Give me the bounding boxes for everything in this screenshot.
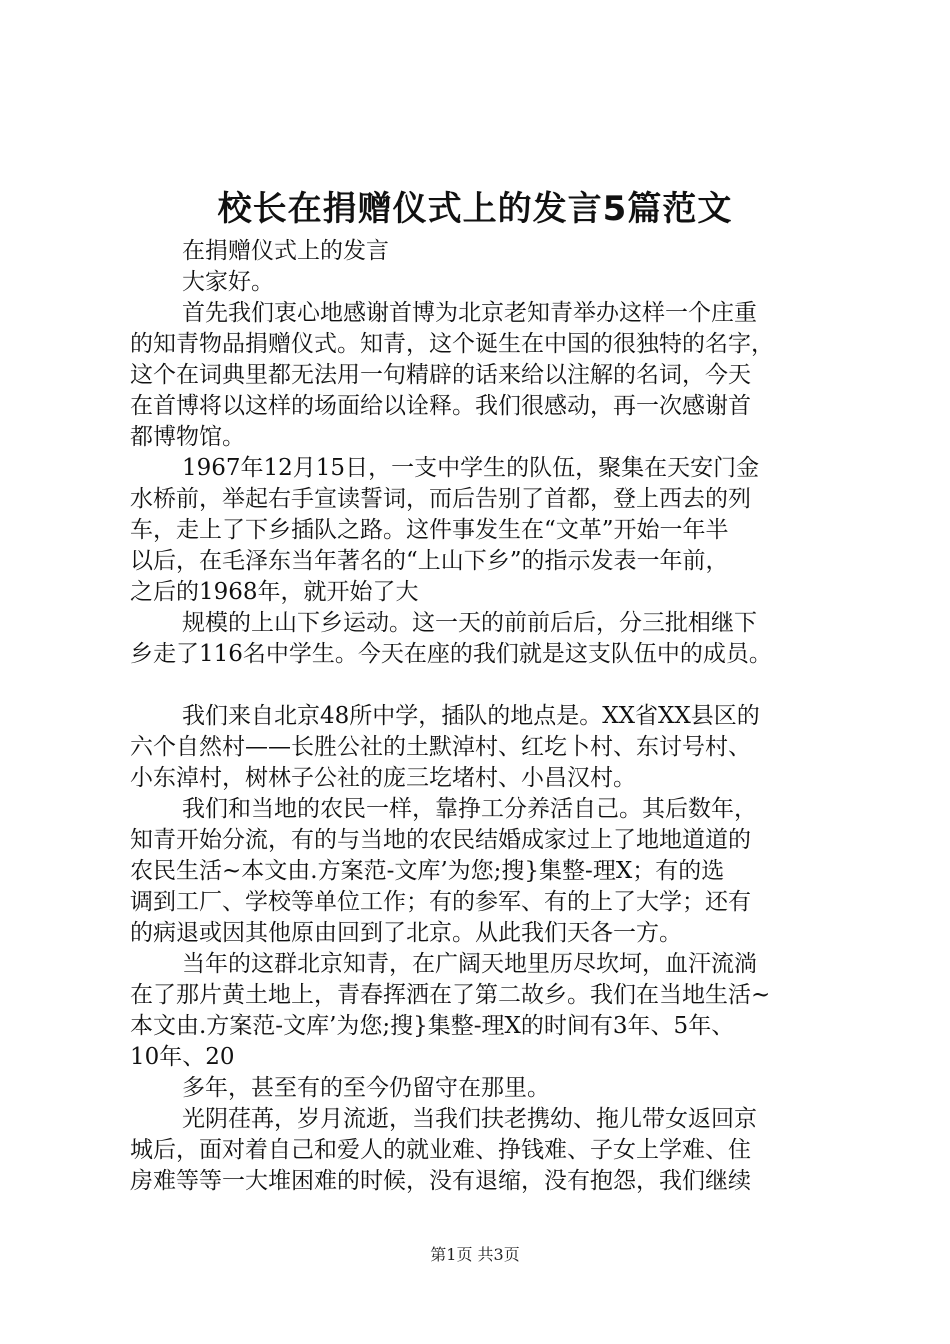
body-line: 本文由.方案范-文库’为您;搜}集整-理X的时间有3年、5年、 xyxy=(130,1013,735,1039)
body-line: 大家好。 xyxy=(182,269,274,295)
body-line: 六个自然村——长胜公社的土默淖村、红圪卜村、东讨号村、 xyxy=(130,734,751,760)
body-line: 首先我们衷心地感谢首博为北京老知青举办这样一个庄重 xyxy=(182,300,757,326)
body-line: 我们和当地的农民一样，靠挣工分养活自己。其后数年， xyxy=(182,796,757,822)
blank-line xyxy=(130,670,850,701)
body-line: 调到工厂、学校等单位工作；有的参军、有的上了大学；还有 xyxy=(130,889,751,915)
body-line: 的病退或因其他原由回到了北京。从此我们天各一方。 xyxy=(130,920,682,946)
body-line: 城后，面对着自己和爱人的就业难、挣钱难、子女上学难、住 xyxy=(130,1137,751,1163)
body-line: 房难等等一大堆困难的时候，没有退缩，没有抱怨，我们继续 xyxy=(130,1168,751,1194)
document-title: 校长在捐赠仪式上的发言5篇范文 xyxy=(217,189,733,229)
body-line: 1967年12月15日，一支中学生的队伍，聚集在天安门金 xyxy=(182,455,760,481)
body-line: 小东淖村，树林子公社的庞三圪堵村、小昌汉村。 xyxy=(130,765,636,791)
body-line: 之后的1968年，就开始了大 xyxy=(130,579,419,605)
body-line: 多年，甚至有的至今仍留守在那里。 xyxy=(182,1075,550,1101)
document-body xyxy=(130,236,850,1197)
body-line: 在首博将以这样的场面给以诠释。我们很感动，再一次感谢首 xyxy=(130,393,751,419)
body-line: 在捐赠仪式上的发言 xyxy=(182,238,389,264)
body-line: 知青开始分流，有的与当地的农民结婚成家过上了地地道道的 xyxy=(130,827,751,853)
body-line: 车，走上了下乡插队之路。这件事发生在“文革”开始一年半 xyxy=(130,517,729,543)
body-line: 当年的这群北京知青，在广阔天地里历尽坎坷，血汗流淌 xyxy=(182,951,757,977)
page-number-footer: 第1页 共3页 xyxy=(430,1245,520,1264)
body-line: 都博物馆。 xyxy=(130,424,245,450)
body-line: 农民生活~本文由.方案范-文库’为您;搜}集整-理X；有的选 xyxy=(130,858,725,884)
body-line: 乡走了116名中学生。今天在座的我们就是这支队伍中的成员。 xyxy=(130,641,772,667)
body-line: 的知青物品捐赠仪式。知青，这个诞生在中国的很独特的名字， xyxy=(130,331,774,357)
body-line: 水桥前，举起右手宣读誓词，而后告别了首都，登上西去的列 xyxy=(130,486,751,512)
body-line: 我们来自北京48所中学，插队的地点是。XX省XX县区的 xyxy=(182,703,760,729)
body-line: 在了那片黄土地上，青春挥洒在了第二故乡。我们在当地生活~ xyxy=(130,982,771,1008)
body-line: 以后，在毛泽东当年著名的“上山下乡”的指示发表一年前， xyxy=(130,548,729,574)
body-line: 光阴荏苒，岁月流逝，当我们扶老携幼、拖儿带女返回京 xyxy=(182,1106,757,1132)
body-line: 规模的上山下乡运动。这一天的前前后后，分三批相继下 xyxy=(182,610,757,636)
body-line: 10年、20 xyxy=(130,1044,235,1070)
body-line: 这个在词典里都无法用一句精辟的话来给以注解的名词，今天 xyxy=(130,362,751,388)
